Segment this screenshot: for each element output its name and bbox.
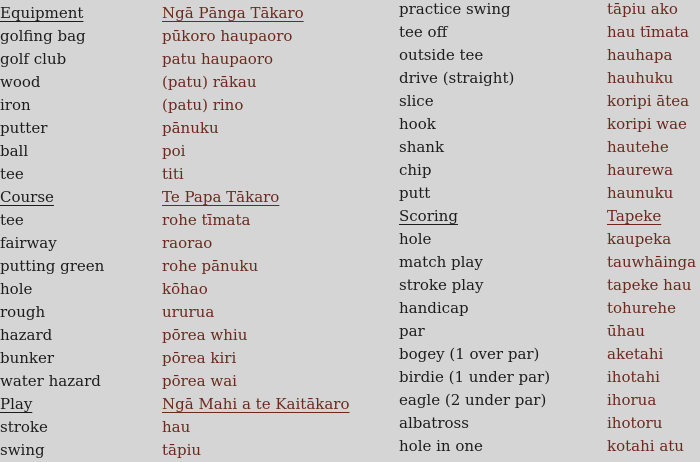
glossary-term: birdie (1 under par) xyxy=(399,368,551,386)
glossary-term: hazard xyxy=(0,326,53,344)
glossary-term: iron xyxy=(0,96,31,114)
glossary-term: tee xyxy=(0,211,24,229)
maori-column-1 xyxy=(162,2,350,462)
glossary-term: (patu) rino xyxy=(162,96,244,114)
section-heading: Play xyxy=(0,395,33,413)
glossary-term: haurewa xyxy=(607,161,674,179)
glossary-term: tapeke hau xyxy=(607,276,692,294)
glossary-term: pānuku xyxy=(162,119,219,137)
glossary-term: bunker xyxy=(0,349,55,367)
glossary-term: ihotahi xyxy=(607,368,660,386)
english-column-1 xyxy=(0,2,104,462)
glossary-term: par xyxy=(399,322,425,340)
glossary-term: hole xyxy=(399,230,432,248)
glossary-term: hauhapa xyxy=(607,46,673,64)
glossary-term: handicap xyxy=(399,299,469,317)
glossary-term: putting green xyxy=(0,257,105,275)
english-column-2 xyxy=(399,0,550,458)
maori-column-2 xyxy=(607,0,696,458)
glossary-term: ihotoru xyxy=(607,414,663,432)
glossary-term: kotahi atu xyxy=(607,437,684,455)
glossary-term: pūkoro haupaoro xyxy=(162,27,293,45)
glossary-term: golfing bag xyxy=(0,27,86,45)
glossary-term: outside tee xyxy=(399,46,484,64)
glossary-term: fairway xyxy=(0,234,57,252)
glossary-term: drive (straight) xyxy=(399,69,515,87)
glossary-term: ball xyxy=(0,142,29,160)
glossary-term: rohe tīmata xyxy=(162,211,251,229)
glossary-term: ururua xyxy=(162,303,215,321)
glossary-term: slice xyxy=(399,92,434,110)
glossary-term: swing xyxy=(0,441,45,459)
section-heading: Ngā Pānga Tākaro xyxy=(162,4,304,22)
glossary-term: koripi wae xyxy=(607,115,687,133)
glossary-term: tauwhāinga xyxy=(607,253,697,271)
section-heading: Te Papa Tākaro xyxy=(162,188,280,206)
glossary-term: aketahi xyxy=(607,345,664,363)
glossary-term: hook xyxy=(399,115,436,133)
glossary-term: tohurehe xyxy=(607,299,676,317)
glossary-term: ūhau xyxy=(607,322,645,340)
glossary-term: tee off xyxy=(399,23,448,41)
glossary-term: kōhao xyxy=(162,280,208,298)
glossary-term: ihorua xyxy=(607,391,657,409)
glossary-term: stroke xyxy=(0,418,48,436)
glossary-term: stroke play xyxy=(399,276,484,294)
glossary-term: rough xyxy=(0,303,46,321)
section-heading: Ngā Mahi a te Kaitākaro xyxy=(162,395,350,413)
glossary-term: hole xyxy=(0,280,33,298)
glossary-term: tāpiu xyxy=(162,441,202,459)
glossary-term: rohe pānuku xyxy=(162,257,259,275)
glossary-term: hauhuku xyxy=(607,69,674,87)
glossary-term: shank xyxy=(399,138,445,156)
glossary-term: putt xyxy=(399,184,431,202)
glossary-term: tee xyxy=(0,165,24,183)
glossary-term: kaupeka xyxy=(607,230,672,248)
glossary-term: practice swing xyxy=(399,0,511,18)
section-heading: Equipment xyxy=(0,4,84,22)
glossary-term: eagle (2 under par) xyxy=(399,391,547,409)
glossary-term: bogey (1 over par) xyxy=(399,345,540,363)
section-heading: Scoring xyxy=(399,207,458,225)
glossary-term: match play xyxy=(399,253,483,271)
glossary-term: koripi ātea xyxy=(607,92,690,110)
glossary-term: haunuku xyxy=(607,184,674,202)
glossary-term: golf club xyxy=(0,50,67,68)
glossary-term: putter xyxy=(0,119,48,137)
glossary-term: patu haupaoro xyxy=(162,50,274,68)
glossary-term: water hazard xyxy=(0,372,101,390)
section-heading: Course xyxy=(0,188,54,206)
glossary-term: raorao xyxy=(162,234,213,252)
section-heading: Tapeke xyxy=(607,207,662,225)
glossary-term: (patu) rākau xyxy=(162,73,257,91)
glossary-term: pōrea kiri xyxy=(162,349,237,367)
glossary-term: hau tīmata xyxy=(607,23,689,41)
glossary-term: chip xyxy=(399,161,432,179)
glossary-term: hau xyxy=(162,418,191,436)
glossary-term: pōrea wai xyxy=(162,372,237,390)
glossary-term: titi xyxy=(162,165,184,183)
glossary-term: hole in one xyxy=(399,437,483,455)
glossary-term: wood xyxy=(0,73,41,91)
glossary-term: hautehe xyxy=(607,138,669,156)
glossary-term: pōrea whiu xyxy=(162,326,248,344)
glossary-term: albatross xyxy=(399,414,469,432)
glossary-term: tāpiu ako xyxy=(607,0,678,18)
glossary-term: poi xyxy=(162,142,186,160)
